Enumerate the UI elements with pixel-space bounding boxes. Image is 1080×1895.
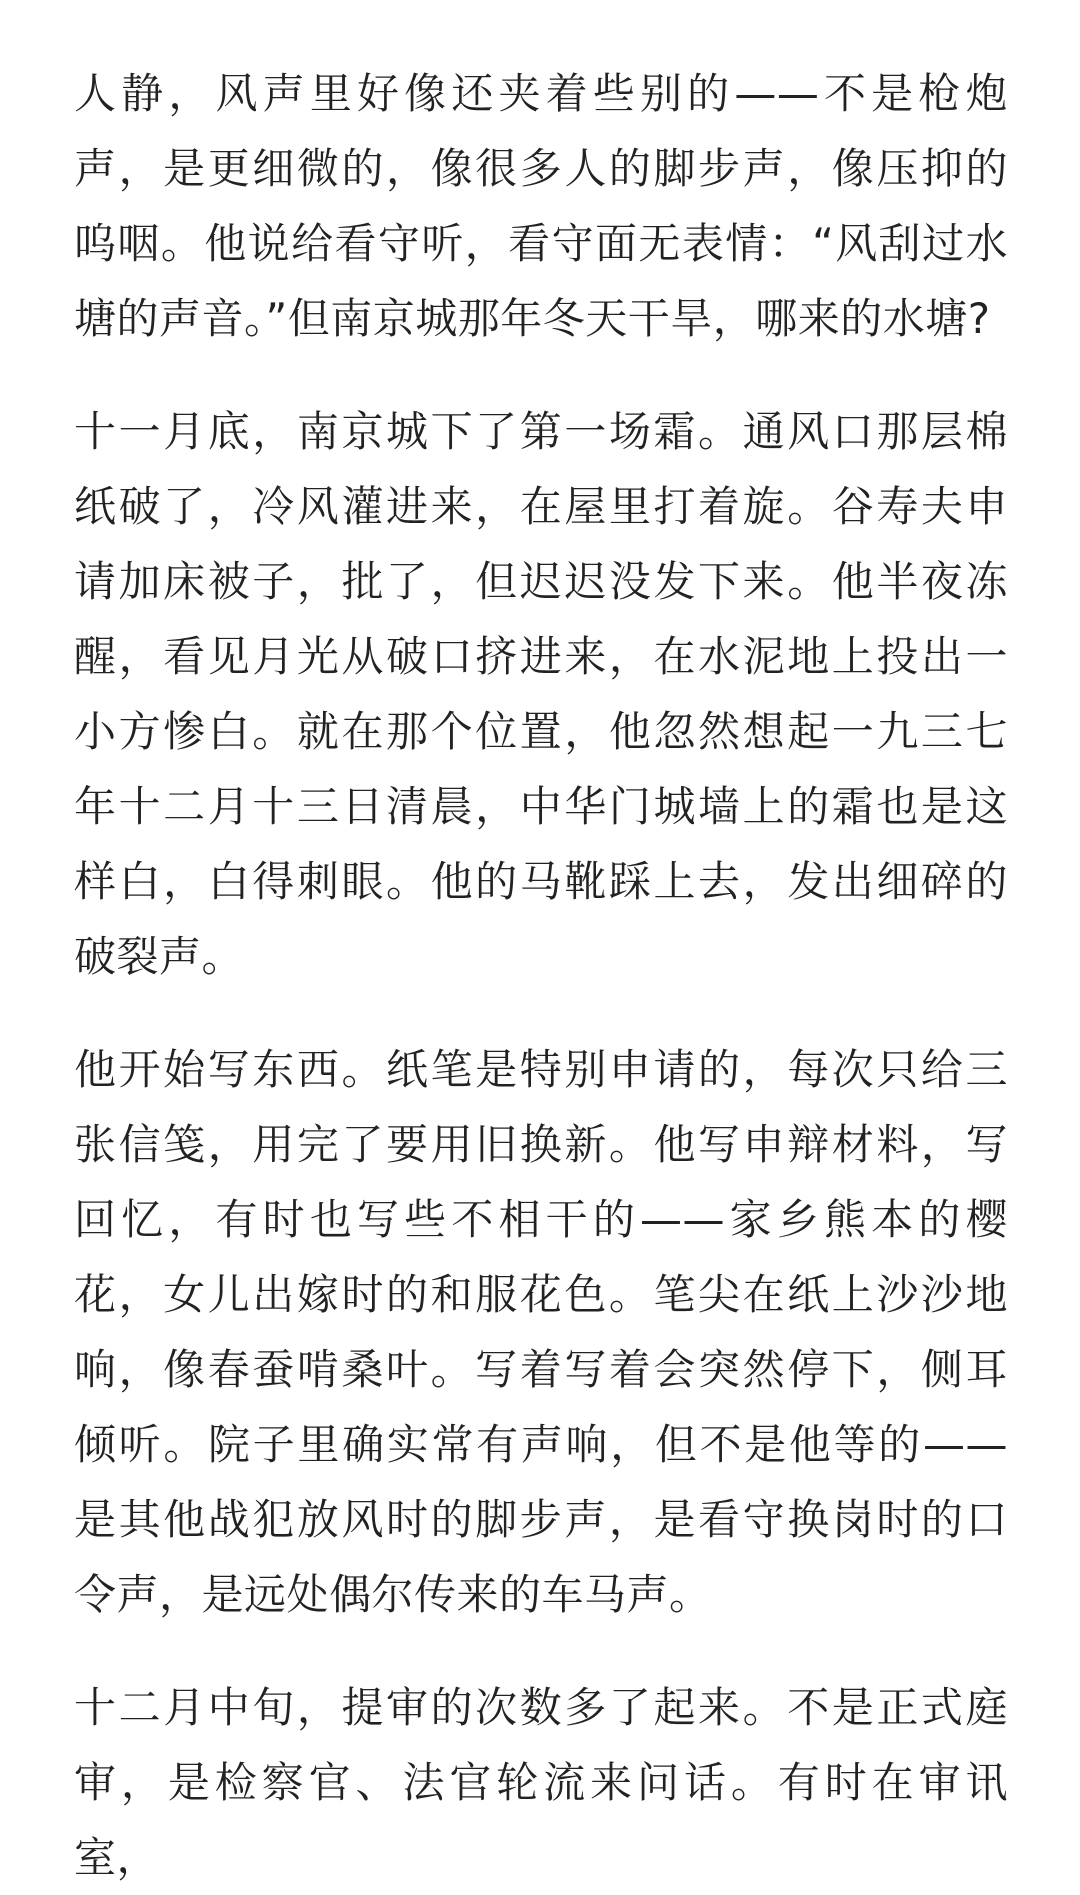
paragraph-3: 他开始写东西。纸笔是特别申请的，每次只给三张信笺，用完了要用旧换新。他写申辩材料，写回忆，有时也写些不相干的——家乡熊本的樱花，女儿出嫁时的和服花色。笔尖在纸上沙沙地响，像春蚕啃桑叶。写着写着会突然停下，侧耳倾听。院子里确实常有声响，但不是他等的——是其他战犯放风时的脚步声，是看守换岗时的口令声，是远处偶尔传来的车马声。 [74, 1045, 1008, 1619]
paragraph-1: 人静，风声里好像还夹着些别的——不是枪炮声，是更细微的，像很多人的脚步声，像压抑的呜咽。他说给看守听，看守面无表情：“风刮过水塘的声音。”但南京城那年冬天干旱，哪来的水塘? [74, 69, 1008, 343]
paragraph-2: 十一月底，南京城下了第一场霜。通风口那层棉纸破了，冷风灌进来，在屋里打着旋。谷寿夫申请加床被子，批了，但迟迟没发下来。他半夜冻醒，看见月光从破口挤进来，在水泥地上投出一小方惨白。就在那个位置，他忽然想起一九三七年十二月十三日清晨，中华门城墙上的霜也是这样白，白得刺眼。他的马靴踩上去，发出细碎的破裂声。 [74, 407, 1008, 981]
paragraph-4: 十二月中旬，提审的次数多了起来。不是正式庭审，是检察官、法官轮流来问话。有时在审讯室， [74, 1683, 1008, 1882]
